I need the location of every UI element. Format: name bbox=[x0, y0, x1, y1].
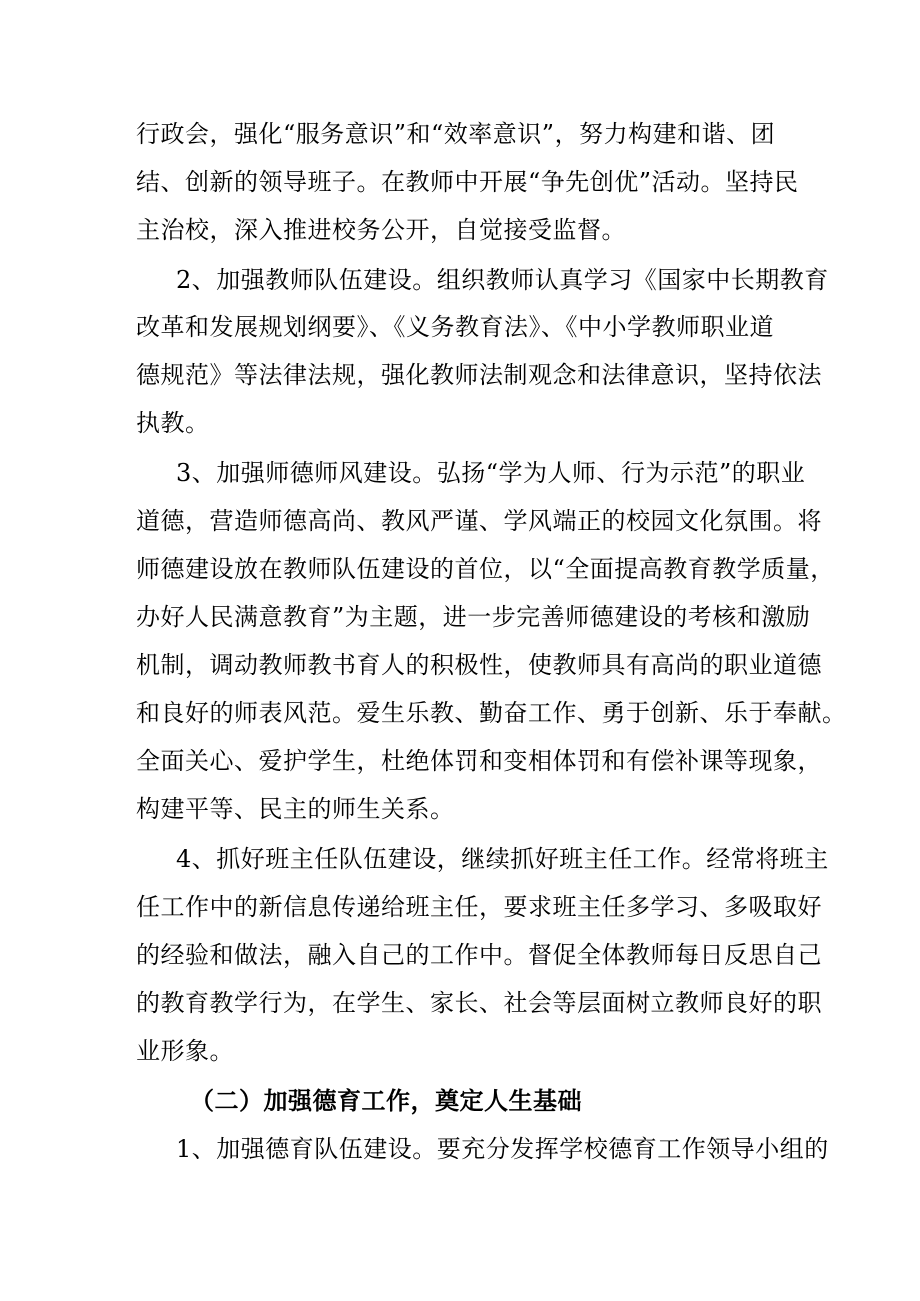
text-line: 业形象。 bbox=[136, 1037, 234, 1065]
paragraph-2-first-line: 2、加强教师队伍建设。组织教师认真学习《国家中长期教育 bbox=[176, 266, 829, 294]
paragraph-3-first-line: 3、加强师德师风建设。弘扬“学为人师、行为示范”的职业 bbox=[176, 459, 806, 487]
text-line: 德规范》等法律法规，强化教师法制观念和法律意识，坚持依法 bbox=[136, 361, 822, 389]
text-line: 改革和发展规划纲要》、《义务教育法》、《中小学教师职业道 bbox=[136, 313, 774, 341]
text-line: 全面关心、爱护学生，杜绝体罚和变相体罚和有偿补课等现象， bbox=[136, 747, 822, 775]
text-line: 师德建设放在教师队伍建设的首位，以“全面提高教育教学质量， bbox=[136, 555, 835, 583]
text-line: 主治校，深入推进校务公开，自觉接受监督。 bbox=[136, 216, 626, 244]
text-line: 办好人民满意教育”为主题，进一步完善师德建设的考核和激励 bbox=[136, 603, 811, 631]
text-line: 执教。 bbox=[136, 409, 210, 437]
text-line: 的教育教学行为，在学生、家长、社会等层面树立教师良好的职 bbox=[136, 989, 822, 1017]
text-line: 任工作中的新信息传递给班主任，要求班主任多学习、多吸取好 bbox=[136, 893, 822, 921]
text-line: 构建平等、民主的师生关系。 bbox=[136, 795, 455, 823]
text-line: 的经验和做法，融入自己的工作中。督促全体教师每日反思自己 bbox=[136, 941, 822, 969]
text-line: 行政会，强化“服务意识”和“效率意识”，努力构建和谐、团 bbox=[136, 120, 776, 148]
text-line: 和良好的师表风范。爱生乐教、勤奋工作、勇于创新、乐于奉献。 bbox=[136, 699, 847, 727]
text-line: 道德，营造师德高尚、教风严谨、学风端正的校园文化氛围。将 bbox=[136, 507, 822, 535]
text-line: 机制，调动教师教书育人的积极性，使教师具有高尚的职业道德 bbox=[136, 651, 822, 679]
text-line: 结、创新的领导班子。在教师中开展“争先创优”活动。坚持民 bbox=[136, 168, 799, 196]
paragraph-4-first-line: 4、抓好班主任队伍建设，继续抓好班主任工作。经常将班主 bbox=[176, 845, 829, 873]
paragraph-5-first-line: 1、加强德育队伍建设。要充分发挥学校德育工作领导小组的 bbox=[176, 1135, 829, 1163]
section-heading: （二）加强德育工作，奠定人生基础 bbox=[190, 1086, 582, 1115]
